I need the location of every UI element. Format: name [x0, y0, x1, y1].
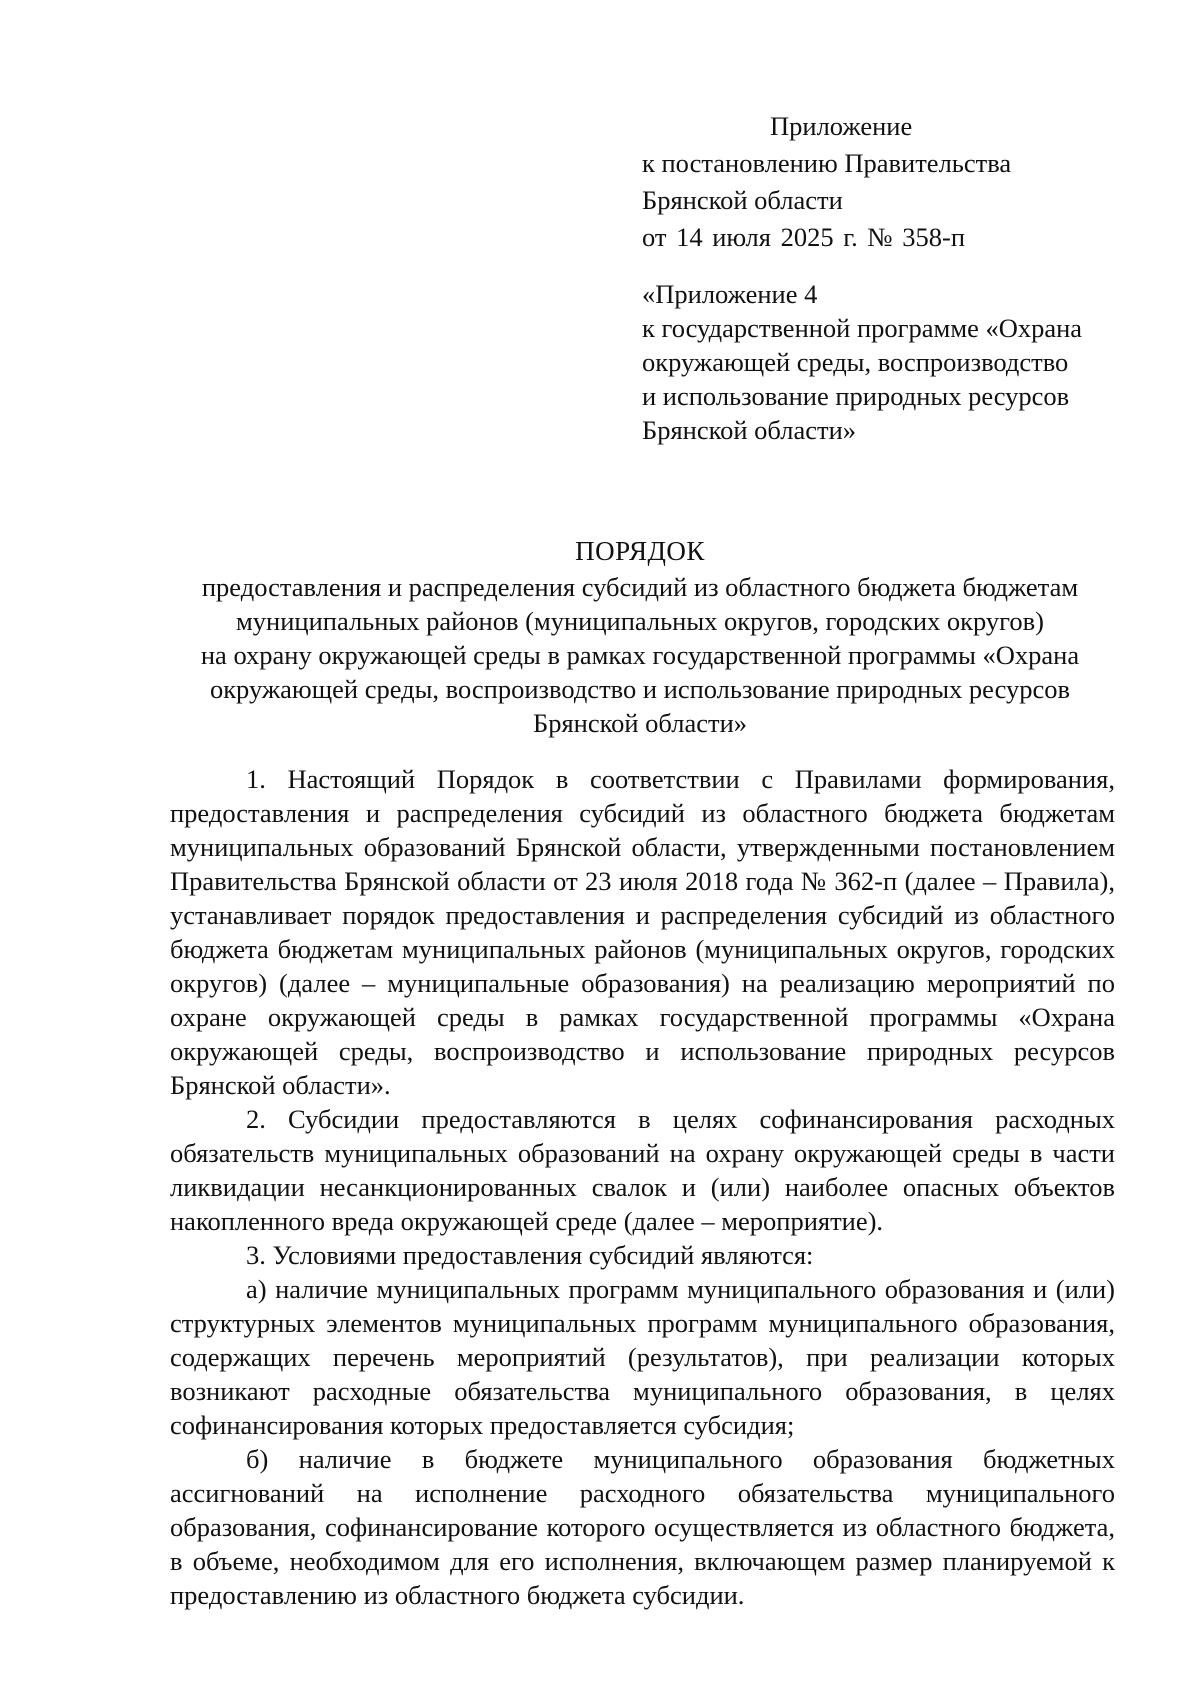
title-line: окружающей среды, воспроизводство и использование природных ресурсов: [209, 674, 1071, 704]
program-appendix-ref: [642, 277, 1162, 447]
appendix-label: Приложение: [770, 111, 913, 141]
title-main: ПОРЯДОК: [575, 536, 705, 566]
program-ref-line: и использование природных ресурсов: [642, 381, 1070, 411]
title-line: муниципальных районов (муниципальных округов, городских округов): [236, 606, 1044, 636]
paragraph-3b: б) наличие в бюджете муниципального образования бюджетных ассигнований на исполнение расходного обязательства муниципального образования, софинансирование которого осуществляется из областного бюджета, в объеме, необходимом для его исполнения, включающем размер планируемой к предоставлению из областного бюджета субсидии.: [170, 1444, 1115, 1610]
program-ref-line: к государственной программе «Охрана: [642, 313, 1083, 343]
paragraph-3a: а) наличие муниципальных программ муниципального образования и (или) структурных элементов муниципальных программ муниципального образования, содержащих перечень мероприятий (результатов), при реализации которых возникают расходные обязательства муниципального образования, в целях софинансирования которых предоставляется субсидия;: [170, 1274, 1115, 1440]
document-title: [150, 534, 1130, 740]
program-appendix-label: «Приложение 4: [642, 279, 818, 309]
appendix-date-number: от 14 июля 2025 г. № 358-п: [642, 222, 966, 252]
program-ref-line: Брянской области»: [642, 415, 857, 445]
appendix-region: Брянской области: [642, 185, 843, 215]
title-line: предоставления и распределения субсидий из областного бюджета бюджетам: [201, 572, 1079, 602]
paragraph-3: 3. Условиями предоставления субсидий являются:: [246, 1240, 814, 1270]
title-line: на охрану окружающей среды в рамках государственной программы «Охрана: [200, 640, 1080, 670]
paragraph-2: 2. Субсидии предоставляются в целях софинансирования расходных обязательств муниципальных образований на охрану окружающей среды в части ликвидации несанкционированных свалок и (или) наиболее опасных объектов накопленного вреда окружающей среде (далее – мероприятие).: [170, 1104, 1115, 1236]
document-body: [170, 762, 1115, 1612]
appendix-resolution-ref: к постановлению Правительства: [642, 148, 1012, 178]
appendix-header: [642, 108, 1162, 256]
program-ref-line: окружающей среды, воспроизводство: [642, 347, 1069, 377]
paragraph-1: 1. Настоящий Порядок в соответствии с Правилами формирования, предоставления и распределения субсидий из областного бюджета бюджетам муниципальных образований Брянской области, утвержденными постановлением Правительства Брянской области от 23 июля 2018 года № 362-п (далее – Правила), устанавливает порядок предоставления и распределения субсидий из областного бюджета бюджетам муниципальных районов (муниципальных округов, городских округов) (далее – муниципальные образования) на реализацию мероприятий по охране окружающей среды в рамках государственной программы «Охрана окружающей среды, воспроизводство и использование природных ресурсов Брянской области».: [170, 764, 1115, 1100]
title-line: Брянской области»: [532, 708, 748, 738]
